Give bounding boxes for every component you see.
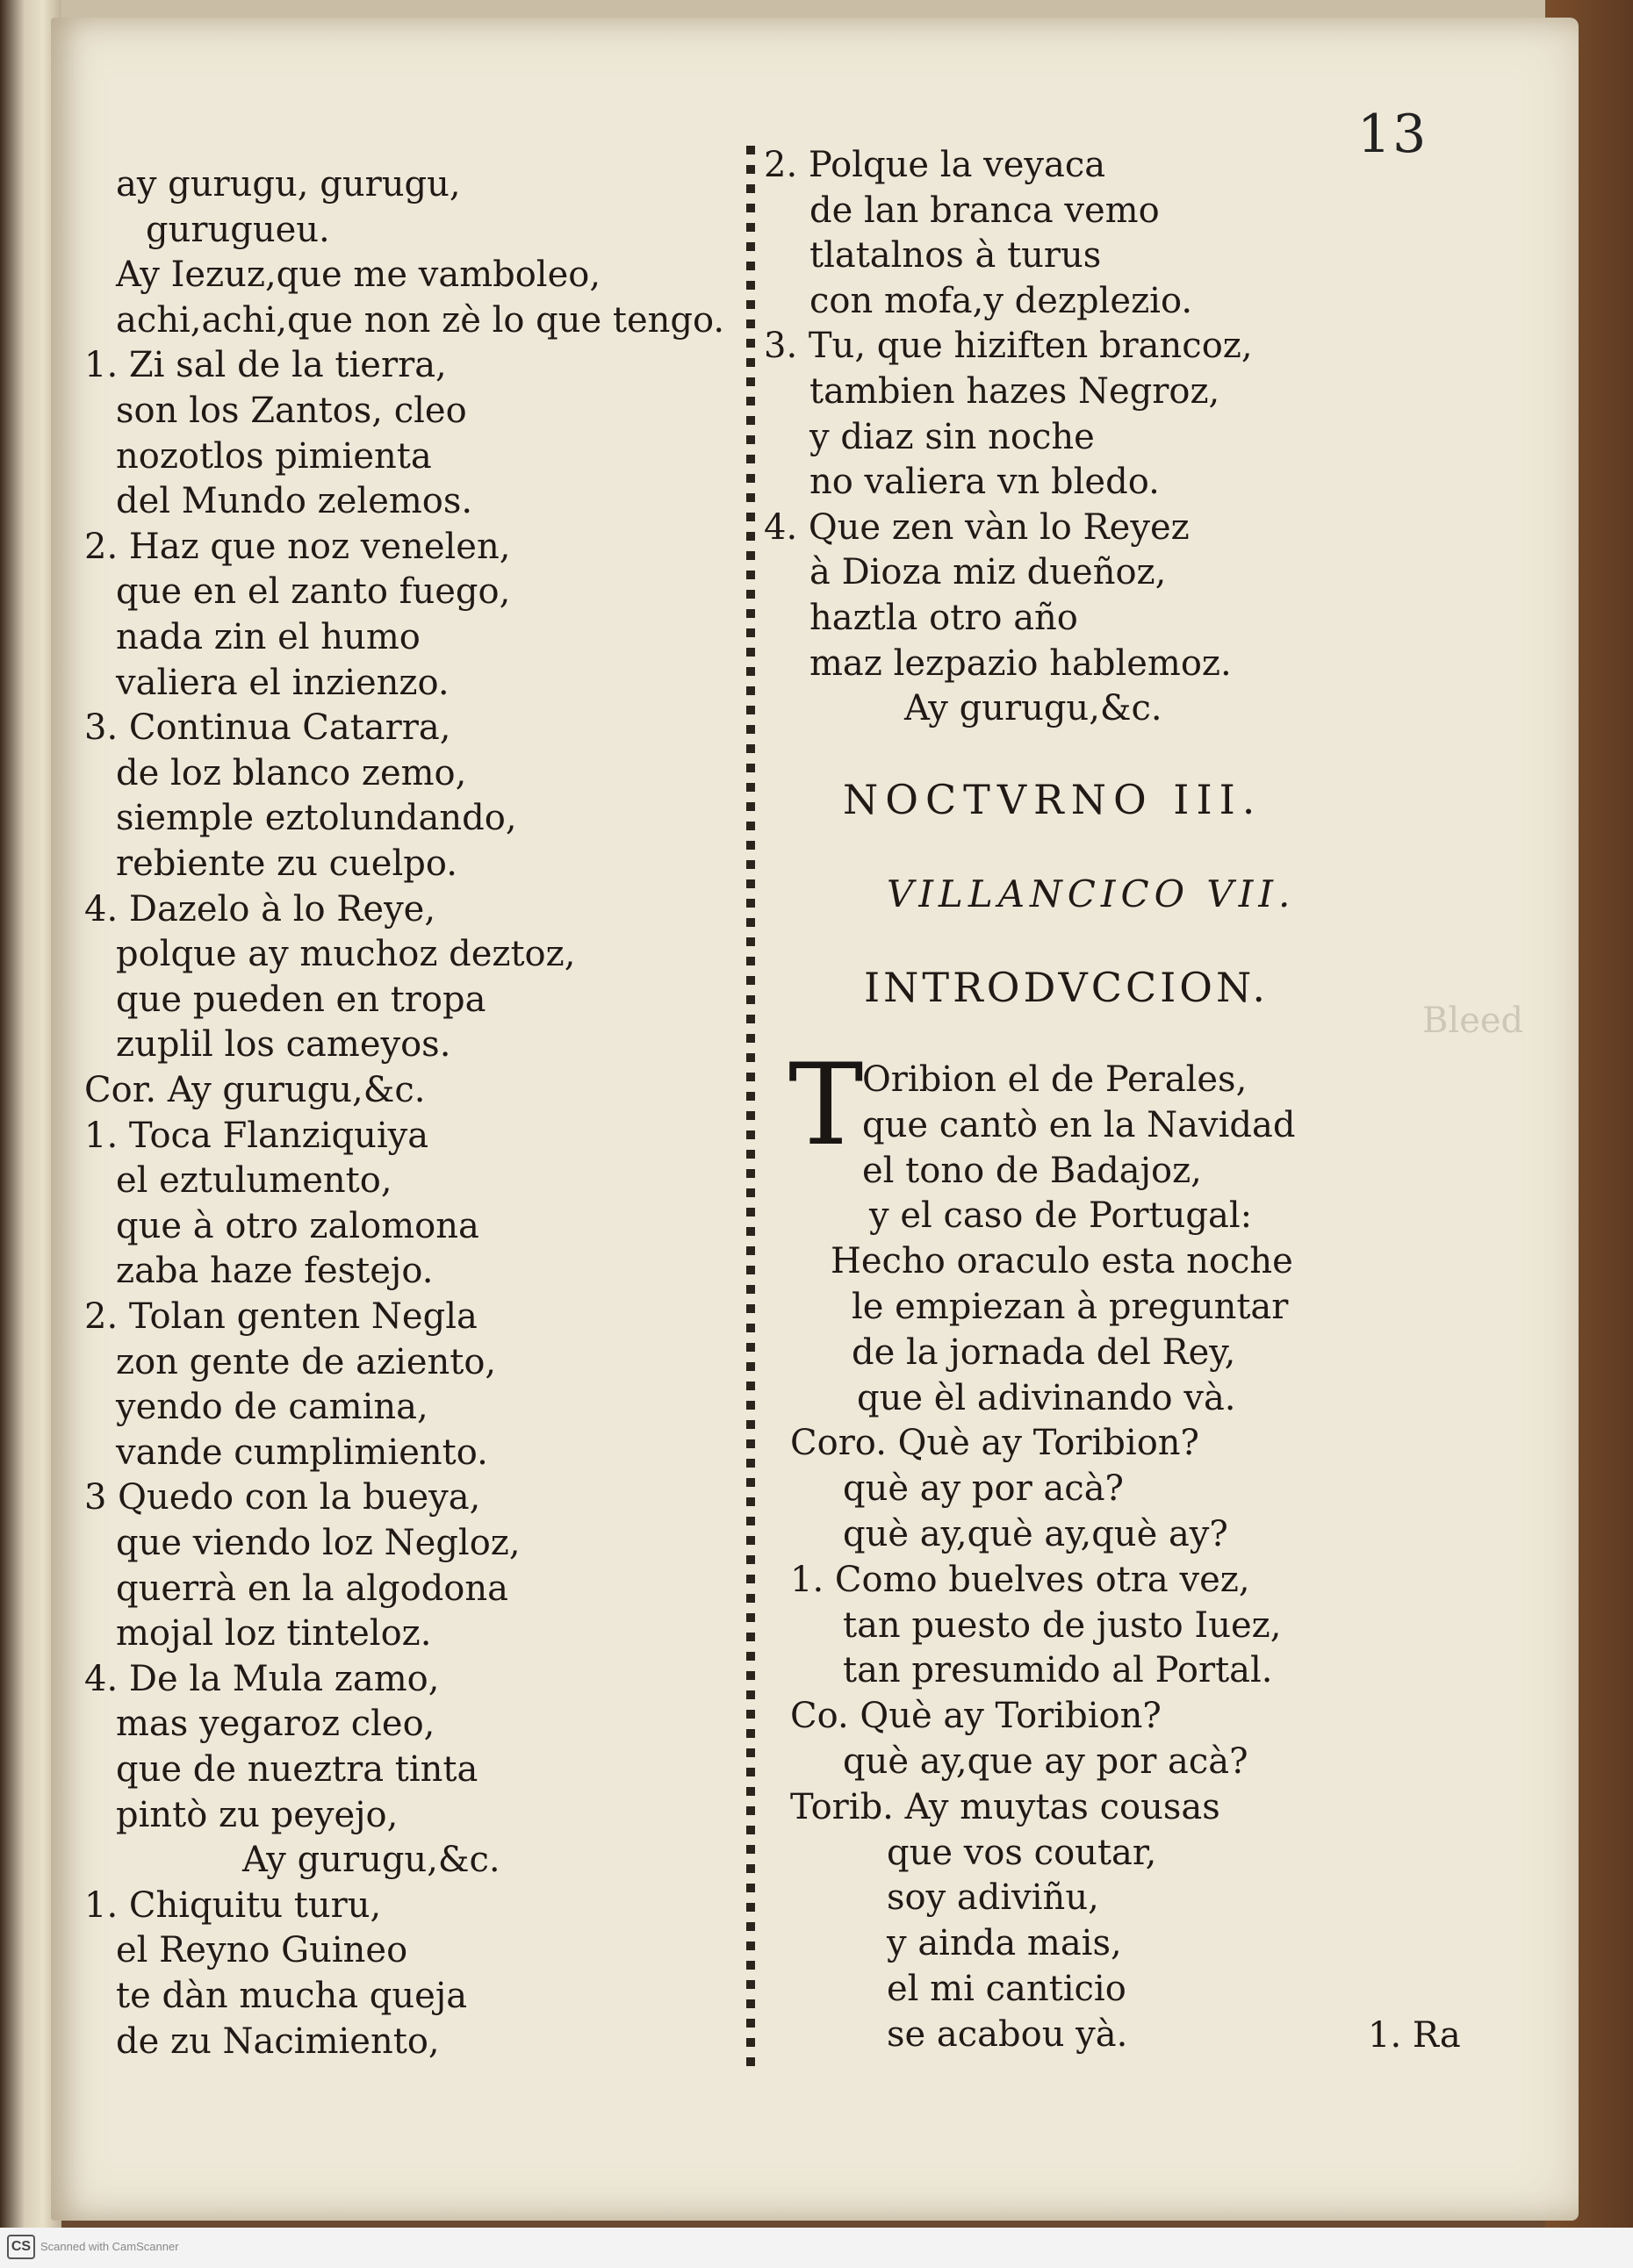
scanner-footer	[0, 2228, 1633, 2268]
verse-line: 1. Zi sal de la tierra,	[84, 345, 447, 386]
verse-line: que de nueztra tinta	[116, 1749, 478, 1790]
verse-line: 2. Polque la veyaca	[764, 145, 1106, 185]
verse-line: son los Zantos, cleo	[116, 391, 467, 431]
verse-line: soy adiviñu,	[887, 1877, 1099, 1919]
verse-line: el eztulumento,	[116, 1160, 392, 1202]
verse-line: achi,achi,que non zè lo que tengo.	[116, 299, 725, 341]
verse-line: nada zin el humo	[116, 617, 421, 657]
verse-line: haztla otro año	[809, 598, 1078, 638]
verse-line: tan presumido al Portal.	[843, 1650, 1273, 1691]
verse-line: de lan branca vemo	[809, 190, 1160, 231]
verse-line: què ay,que ay por acà?	[843, 1741, 1248, 1782]
verse-line: rebiente zu cuelpo.	[116, 843, 457, 884]
verse-line: 4. Que zen vàn lo Reyez	[764, 506, 1190, 548]
verse-line: 2. Tolan genten Negla	[84, 1296, 478, 1337]
verse-line: Cor. Ay gurugu,&c.	[84, 1070, 426, 1110]
verse-line: y ainda mais,	[887, 1923, 1122, 1964]
verse-line: tlatalnos à turus	[809, 235, 1102, 276]
verse-line: 4. Dazelo à lo Reye,	[84, 888, 436, 929]
camscanner-logo: CS	[7, 2235, 35, 2259]
verse-line: le empiezan à preguntar	[852, 1287, 1289, 1327]
verse-line: de zu Nacimiento,	[116, 2020, 440, 2062]
verse-line: el mi canticio	[887, 1969, 1126, 2009]
drop-cap: T	[788, 1040, 864, 1171]
verse-line: 1. Como buelves otra vez,	[790, 1559, 1250, 1600]
verse-line: y diaz sin noche	[809, 416, 1095, 457]
verse-line: 4. De la Mula zamo,	[84, 1658, 440, 1699]
villancico-heading: VILLANCICO VII.	[887, 872, 1296, 915]
verse-line: què ay por acà?	[843, 1468, 1124, 1510]
verse-line: Ay Iezuz,que me vamboleo,	[116, 255, 601, 296]
catchword: 1. Ra	[1368, 2015, 1461, 2056]
introduccion-heading: INTRODVCCION.	[864, 964, 1269, 1011]
bleed-through: Bleed	[1422, 1001, 1524, 1041]
verse-line: que cantò en la Navidad	[862, 1104, 1296, 1145]
verse-line: del Mundo zelemos.	[116, 481, 473, 522]
verse-line: no valiera vn bledo.	[809, 462, 1160, 503]
page-number: 13	[1357, 104, 1428, 165]
verse-line: Coro. Què ay Toribion?	[790, 1423, 1199, 1464]
verse-line: Torib. Ay muytas cousas	[790, 1786, 1220, 1827]
verse-line: mas yegaroz cleo,	[116, 1704, 435, 1745]
verse-line: de loz blanco zemo,	[116, 752, 467, 793]
verse-line: à Dioza miz dueñoz,	[809, 552, 1167, 593]
verse-line: 3 Quedo con la bueya,	[84, 1477, 481, 1518]
verse-line: tan puesto de justo Iuez,	[843, 1604, 1282, 1646]
verse-line: Ay gurugu,&c.	[904, 688, 1162, 729]
verse-line: Oribion el de Perales,	[862, 1059, 1248, 1100]
verse-line: se acabou yà.	[887, 2013, 1128, 2055]
verse-line: vande cumplimiento.	[116, 1432, 488, 1473]
verse-line: 3. Continua Catarra,	[84, 707, 451, 749]
nocturno-heading: NOCTVRNO III.	[843, 776, 1263, 823]
verse-line: yendo de camina,	[116, 1387, 428, 1428]
verse-line: mojal loz tinteloz.	[116, 1613, 432, 1654]
verse-line: 1. Toca Flanziquiya	[84, 1115, 429, 1156]
verse-line: polque ay muchoz deztoz,	[116, 934, 576, 975]
verse-line: con mofa,y dezplezio.	[809, 280, 1193, 321]
verse-line: què ay,què ay,què ay?	[843, 1514, 1228, 1554]
verse-line: que à otro zalomona	[116, 1205, 479, 1246]
verse-line: 2. Haz que noz venelen,	[84, 526, 511, 567]
verse-line: siemple eztolundando,	[116, 798, 517, 839]
verse-line: que èl adivinando và.	[857, 1377, 1236, 1418]
verse-line: que en el zanto fuego,	[116, 571, 511, 613]
verse-line: que vos coutar,	[887, 1832, 1157, 1873]
verse-line: ay gurugu, gurugu,	[116, 164, 461, 205]
verse-line: te dàn mucha queja	[116, 1976, 468, 2016]
verse-line: querrà en la algodona	[116, 1568, 508, 1609]
verse-line: y el caso de Portugal:	[869, 1195, 1253, 1237]
verse-line: Hecho oraculo esta noche	[831, 1241, 1293, 1282]
verse-line: el tono de Badajoz,	[862, 1150, 1202, 1191]
chain-ornament-divider	[746, 146, 755, 2077]
verse-line: de la jornada del Rey,	[852, 1331, 1236, 1373]
verse-line: pintò zu peyejo,	[116, 1794, 399, 1835]
verse-line: 3. Tu, que hiziften brancoz,	[764, 326, 1253, 367]
verse-line: que viendo loz Negloz,	[116, 1523, 521, 1563]
verse-line: zuplil los cameyos.	[116, 1024, 451, 1066]
verse-line: nozotlos pimienta	[116, 435, 432, 477]
verse-line: 1. Chiquitu turu,	[84, 1884, 382, 1926]
verse-line: valiera el inzienzo.	[116, 662, 450, 703]
verse-line: zon gente de aziento,	[116, 1341, 497, 1382]
verse-line: tambien hazes Negroz,	[809, 371, 1220, 412]
verse-line: Ay gurugu,&c.	[242, 1840, 500, 1881]
verse-line: Co. Què ay Toribion?	[790, 1696, 1162, 1737]
verse-line: gurugueu.	[146, 209, 330, 250]
verse-line: el Reyno Guineo	[116, 1930, 408, 1971]
verse-line: zaba haze festejo.	[116, 1251, 434, 1292]
verse-line: que pueden en tropa	[116, 979, 486, 1020]
camscanner-text: Scanned with CamScanner	[40, 2240, 179, 2253]
verse-line: maz lezpazio hablemoz.	[809, 642, 1232, 684]
